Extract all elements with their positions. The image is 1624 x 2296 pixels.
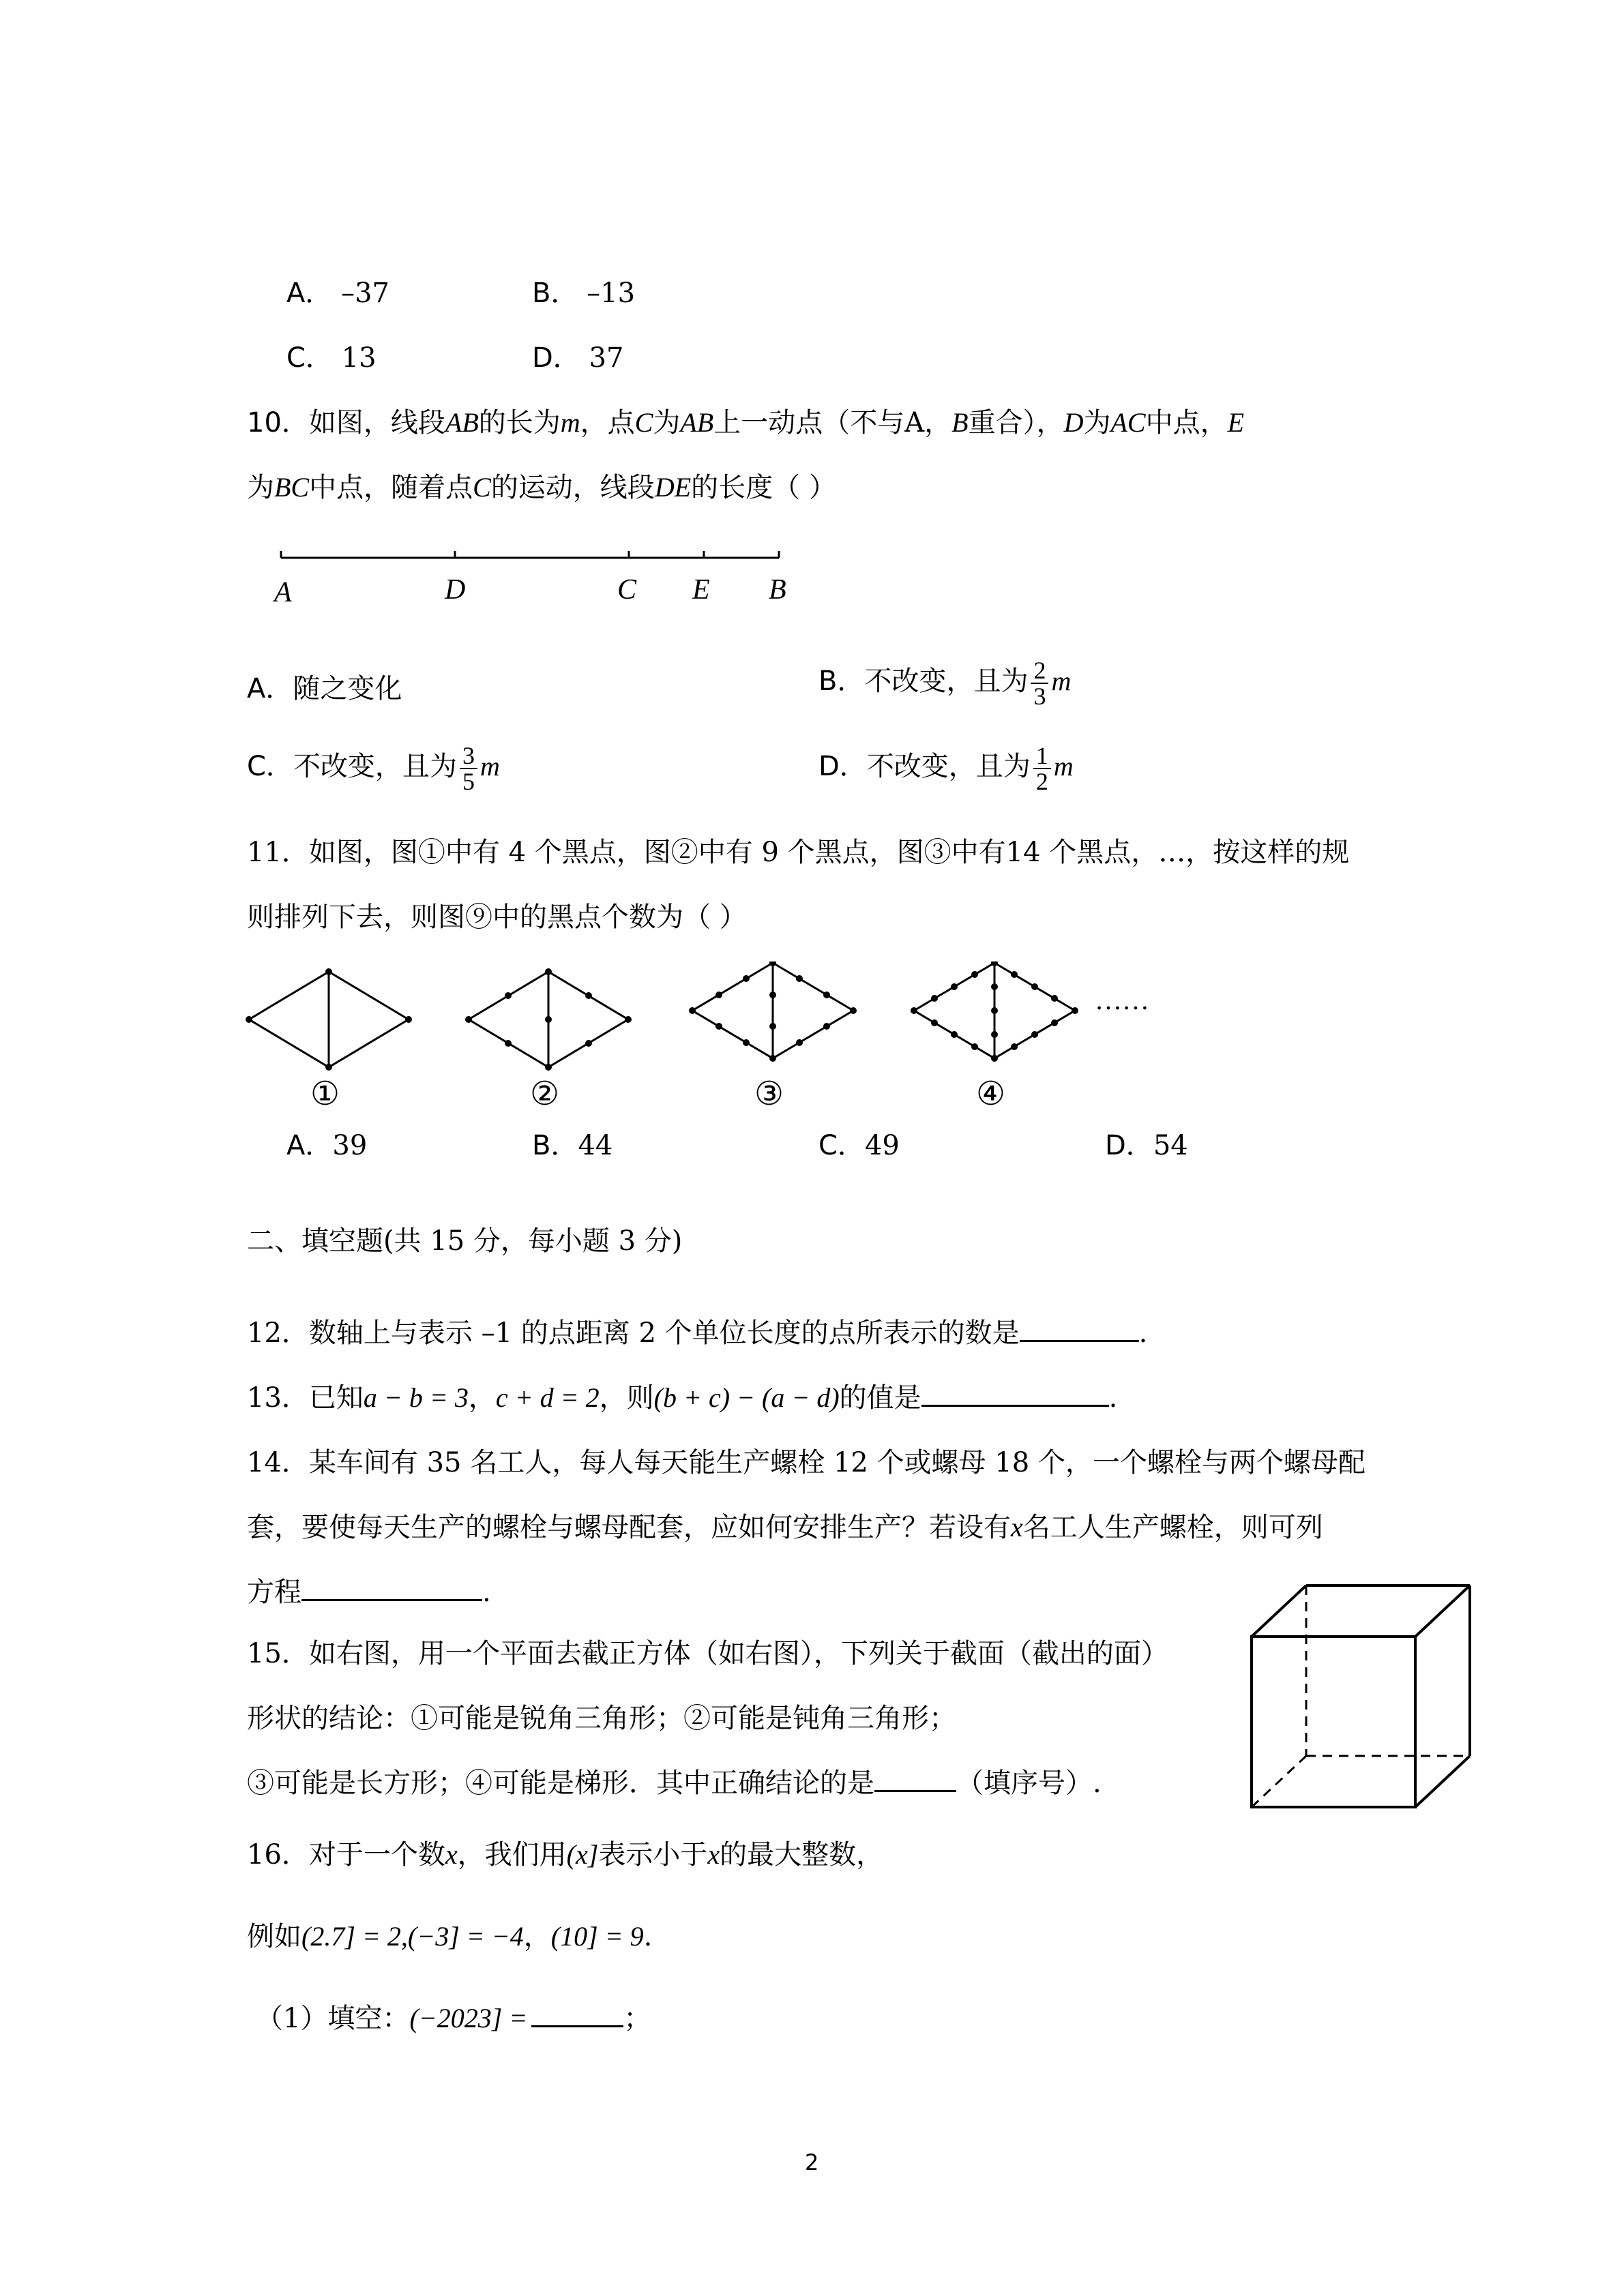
- option-value: 37: [589, 342, 624, 374]
- text: 例如: [247, 1921, 301, 1952]
- figure-label-3: ③: [754, 1076, 784, 1112]
- math-expression: (10] = 9: [550, 1921, 644, 1952]
- math-var: x: [707, 1839, 720, 1870]
- option-value: 44: [578, 1130, 613, 1161]
- option-label: A．: [247, 673, 293, 704]
- text: （1）填空：: [256, 2003, 410, 2034]
- numerator: 3: [460, 743, 477, 769]
- q10-option-c: [247, 743, 500, 794]
- text: 的长为: [478, 407, 561, 438]
- q11-option-a: [286, 1132, 367, 1159]
- math-var: x: [445, 1839, 458, 1870]
- math-var: m: [479, 751, 500, 781]
- text: 的运动，线段: [490, 472, 655, 503]
- text: 为: [653, 407, 681, 438]
- q16-line3: [256, 2005, 651, 2032]
- section-title: 二、填空题(共 15 分，每小题 3 分): [247, 1225, 683, 1257]
- q10-option-b: [818, 658, 1071, 709]
- math-expression: c + d = 2: [495, 1382, 600, 1413]
- math-var: E: [1227, 407, 1245, 438]
- ellipsis: ……: [1095, 985, 1149, 1015]
- math-var: DE: [654, 472, 692, 503]
- q14-line3: [247, 1579, 491, 1606]
- text: .: [482, 1577, 491, 1608]
- text: ，: [468, 1382, 496, 1414]
- text: 套，要使每天生产的螺栓与螺母配套，应如何安排生产？若设有: [247, 1512, 1011, 1543]
- q9-option-b: [532, 280, 635, 307]
- text: 方程: [247, 1577, 301, 1608]
- math-expression: (b + c) − (a − d): [653, 1382, 840, 1413]
- math-var: D: [1063, 407, 1084, 438]
- option-label: A．: [286, 1130, 333, 1161]
- point-label-c: C: [617, 574, 637, 606]
- option-text: 不改变，且为: [293, 751, 457, 782]
- text: ③可能是长方形；④可能是梯形．其中正确结论的是: [247, 1768, 874, 1799]
- text: 名工人生产螺栓，则可列: [1022, 1512, 1323, 1543]
- q14-line1: 14．某车间有 35 名工人，每人每天能生产螺栓 12 个或螺母 18 个，一个螺栓与两个螺母配: [247, 1447, 1365, 1478]
- q16-line1: [247, 1841, 883, 1868]
- option-label: B．: [818, 666, 865, 697]
- math-expression: (−2023] =: [409, 2003, 528, 2033]
- numerator: 2: [1031, 658, 1048, 684]
- cube-figure: [1248, 1582, 1487, 1817]
- text: ，: [924, 407, 952, 438]
- q15-line3: [247, 1770, 1102, 1797]
- q15-line2: 形状的结论：①可能是锐角三角形；②可能是钝角三角形；: [247, 1703, 956, 1734]
- text: 中点，随着点: [309, 472, 473, 503]
- q9-option-c: [286, 344, 377, 372]
- q16-line2: [247, 1923, 652, 1950]
- answer-blank[interactable]: [301, 1598, 482, 1601]
- text: 12．数轴上与表示 –1 的点距离 2 个单位长度的点所表示的数是: [247, 1317, 1020, 1349]
- answer-blank[interactable]: [1020, 1339, 1139, 1342]
- math-var: m: [560, 407, 580, 438]
- math-expression: a − b = 3: [363, 1382, 469, 1413]
- math-var: x: [1011, 1512, 1023, 1542]
- point-label-e: E: [692, 574, 710, 606]
- text: 的长度（ ）: [691, 472, 836, 503]
- option-text: 不改变，且为: [864, 666, 1029, 697]
- option-value: –13: [587, 278, 636, 309]
- q12-line: [247, 1317, 1148, 1349]
- q15-line1: 15．如右图，用一个平面去截正方体（如右图），下列关于截面（截出的面）: [247, 1638, 1168, 1669]
- option-value: 49: [864, 1130, 900, 1161]
- point-label-b: B: [769, 574, 786, 606]
- text: ，则: [599, 1382, 654, 1414]
- option-label: B．: [532, 278, 578, 309]
- text: .: [643, 1921, 653, 1952]
- figure-label-1: ①: [310, 1076, 340, 1112]
- answer-blank[interactable]: [921, 1404, 1109, 1407]
- text: 的值是: [839, 1382, 921, 1414]
- figure-label-2: ②: [530, 1076, 560, 1112]
- figure-label-4: ④: [976, 1076, 1006, 1112]
- denominator: 2: [1035, 768, 1048, 795]
- fraction: [1031, 658, 1048, 709]
- text: .: [1108, 1382, 1118, 1414]
- q11-option-d: [1105, 1132, 1188, 1159]
- text: ，我们用: [457, 1839, 567, 1870]
- segment-figure: [266, 539, 805, 614]
- q11-option-c: [818, 1132, 900, 1159]
- text: .: [1138, 1317, 1148, 1349]
- denominator: 5: [462, 768, 475, 795]
- math-var: C: [634, 407, 653, 438]
- option-label: D．: [818, 751, 867, 782]
- math-var: m: [1051, 666, 1072, 696]
- text: 表示小于: [598, 1839, 708, 1870]
- option-text: 不改变，且为: [866, 751, 1031, 782]
- question-number: 10．: [247, 407, 309, 438]
- option-value: 39: [332, 1130, 368, 1161]
- option-label: A．: [286, 278, 333, 309]
- math-expression: (x]: [566, 1839, 599, 1870]
- option-label: D．: [532, 342, 580, 374]
- text: 上一动点（不与: [713, 407, 905, 438]
- option-value: 13: [341, 342, 377, 374]
- denominator: 3: [1033, 683, 1046, 710]
- q9-option-a: [286, 280, 389, 307]
- option-text: 随之变化: [293, 673, 402, 704]
- q9-option-d: [532, 344, 623, 372]
- text: 的最大整数，: [720, 1839, 884, 1870]
- answer-blank[interactable]: [531, 2025, 623, 2027]
- fraction: [460, 743, 477, 794]
- numerator: 1: [1033, 743, 1051, 769]
- math-var: AB: [680, 407, 714, 438]
- q11-line2: 则排列下去，则图⑨中的黑点个数为（ ）: [247, 901, 747, 933]
- answer-blank[interactable]: [874, 1789, 956, 1792]
- text: 重合），: [968, 407, 1064, 438]
- option-label: B．: [532, 1130, 578, 1161]
- text: 13．已知: [247, 1382, 364, 1414]
- text: 16．对于一个数: [247, 1839, 445, 1870]
- text: ，: [523, 1921, 551, 1952]
- fraction: [1033, 743, 1051, 794]
- q10-line1: [247, 409, 1244, 436]
- option-value: 54: [1153, 1130, 1188, 1161]
- text: A: [904, 407, 925, 438]
- q13-line: [247, 1384, 1117, 1412]
- q10-option-d: [818, 743, 1074, 794]
- text: ，点: [580, 407, 635, 438]
- option-value: –37: [341, 278, 389, 309]
- text: （填序号）.: [956, 1768, 1102, 1799]
- q11-option-b: [532, 1132, 612, 1159]
- option-label: C．: [286, 342, 333, 374]
- text: 为: [1083, 407, 1111, 438]
- math-expression: (2.7] = 2,(−3] = −4: [301, 1921, 524, 1952]
- text: ；: [623, 2003, 651, 2034]
- page-number: 2: [805, 2149, 819, 2175]
- text: 中点，: [1145, 407, 1228, 438]
- math-var: AC: [1110, 407, 1146, 438]
- q11-line1: 11．如图，图①中有 4 个黑点，图②中有 9 个黑点，图③中有14 个黑点，…，按这样的规: [247, 837, 1350, 868]
- q14-line2: [247, 1514, 1323, 1541]
- point-label-d: D: [445, 574, 466, 606]
- math-var: B: [951, 407, 969, 438]
- q10-line2: [247, 474, 836, 501]
- text: 为: [247, 472, 274, 503]
- q10-option-a: [247, 675, 402, 702]
- text: 如图，线段: [308, 407, 445, 438]
- option-label: D．: [1105, 1130, 1153, 1161]
- rhombus-dot-figures: [239, 961, 1194, 1112]
- point-label-a: A: [274, 577, 292, 608]
- option-label: C．: [818, 1130, 865, 1161]
- math-var: m: [1053, 751, 1074, 781]
- math-var: C: [473, 472, 491, 503]
- option-label: C．: [247, 751, 293, 782]
- math-var: BC: [274, 472, 310, 503]
- math-var: AB: [445, 407, 479, 438]
